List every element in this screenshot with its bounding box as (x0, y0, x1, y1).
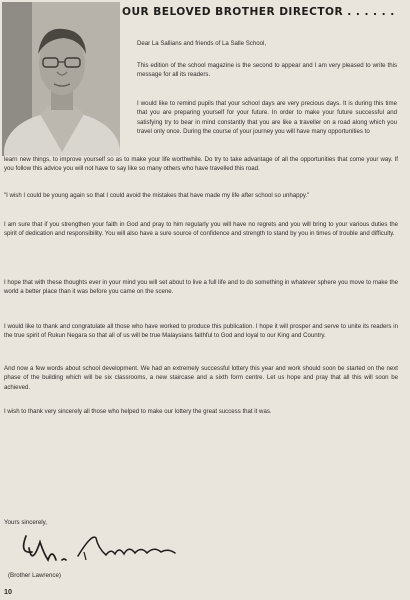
closing-line: Yours sincerely, (4, 519, 47, 526)
paragraph-school-days-cont: learn new things, to improve yourself so as to make your life worthwhile. Do try to take advantage of all the opportunities that come your way. If you follow this advice you will not have to say like so many others who have travelled this road. (4, 156, 398, 173)
paragraph-thoughts: I hope that with these thoughts ever in your mind you will set about to live a full life and to do something in whatever sphere you move to make the world a better place than it was before you came on the scene. (4, 279, 398, 296)
signature-name: (Brother Lawrence) (8, 572, 61, 579)
paragraph-school-days-start: I would like to remind pupils that your school days are very precious days. It is during this time that you are preparing yourself for your future. In order to make your future successful and satisfying try to bear in mind constantly that you are like a traveller on a road along which you travel only once. During the course of your journey you will have many opportunities to (137, 100, 397, 135)
paragraph-intro: This edition of the school magazine is the second to appear and I am very pleased to write this message for all its readers. (137, 62, 397, 79)
handwritten-signature (14, 530, 184, 572)
page-number: 10 (4, 587, 12, 596)
paragraph-thanks: I would like to thank and congratulate all those who have worked to produce this publication. I hope it will prosper and serve to unite its readers in the true spirit of Rukun Negara so that all of us will be true Malaysians faithful to God and loyal to our King and Country. (4, 323, 398, 340)
portrait-illustration (2, 2, 120, 156)
paragraph-development: And now a few words about school development. We had an extremely successful lottery this year and work should soon be started on the next phase of the building which will be six classrooms, a new staircase and a sixth form centre. Let us hope and pray that all this will soon be achieved. (4, 365, 398, 391)
paragraph-faith: I am sure that if you strengthen your faith in God and pray to him regularly you will have no regrets and you will bring to your various duties the spirit of dedication and responsibility. You will also have a sure source of confidence and strength to stand by you in times of trouble and difficulty. (4, 221, 398, 238)
page-title: OUR BELOVED BROTHER DIRECTOR . . . . . . (122, 6, 395, 18)
quote-paragraph: "I wish I could be young again so that I could avoid the mistakes that have made my life after school so unhappy." (4, 192, 310, 199)
paragraph-lottery-thanks: I wish to thank very sincerely all those who helped to make our lottery the great success that it was. (4, 408, 272, 415)
portrait-photo (2, 2, 120, 156)
salutation: Dear La Sallians and friends of La Salle School, (137, 40, 267, 47)
